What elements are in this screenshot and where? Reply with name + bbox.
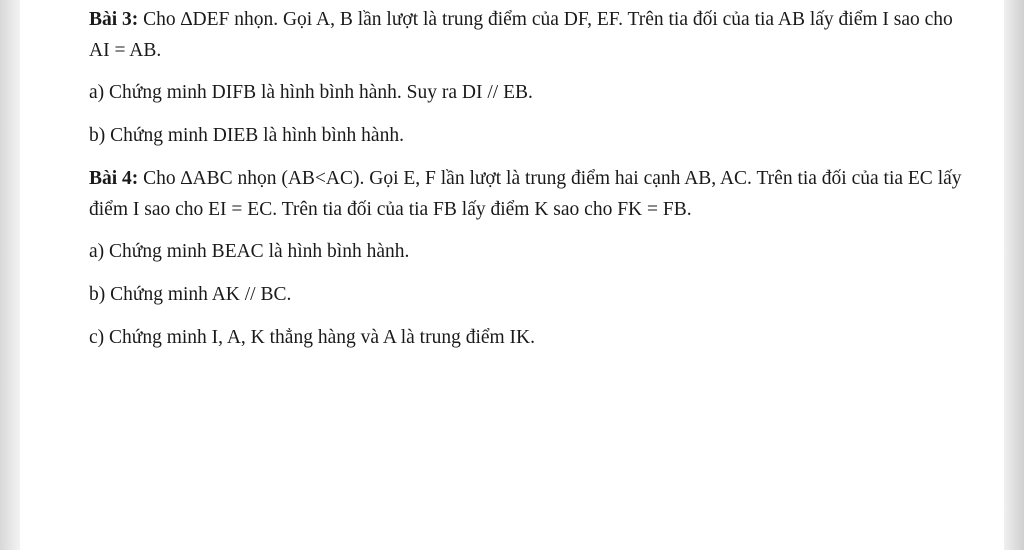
right-edge-shadow — [1004, 0, 1024, 550]
bai4-part-c: c) Chứng minh I, A, K thẳng hàng và A là trung điểm IK. — [89, 327, 536, 348]
left-edge-shadow — [0, 0, 20, 550]
bai3-statement — [89, 4, 969, 66]
document-content — [89, 4, 969, 353]
bai3-label: Bài 3: — [89, 9, 139, 30]
bai4-statement — [89, 163, 969, 225]
bai4-label: Bài 4: — [89, 168, 139, 189]
bai3-text: Cho ∆DEF nhọn. Gọi A, B lần lượt là trung điểm của DF, EF. Trên tia đối của tia AB lấy điểm I sao cho AI = AB. — [89, 9, 953, 61]
bai4-part-b: b) Chứng minh AK // BC. — [89, 284, 292, 305]
bai4-part-a: a) Chứng minh BEAC là hình bình hành. — [89, 241, 410, 262]
bai3-part-b: b) Chứng minh DIEB là hình bình hành. — [89, 125, 404, 146]
document-page — [20, 0, 1004, 550]
bai4-text: Cho ∆ABC nhọn (AB<AC). Gọi E, F lần lượt là trung điểm hai cạnh AB, AC. Trên tia đối của tia EC lấy điểm I sao cho EI = EC. Trên tia đối của tia FB lấy điểm K sao cho FK = FB. — [89, 168, 962, 220]
bai3-part-a: a) Chứng minh DIFB là hình bình hành. Suy ra DI // EB. — [89, 82, 533, 103]
